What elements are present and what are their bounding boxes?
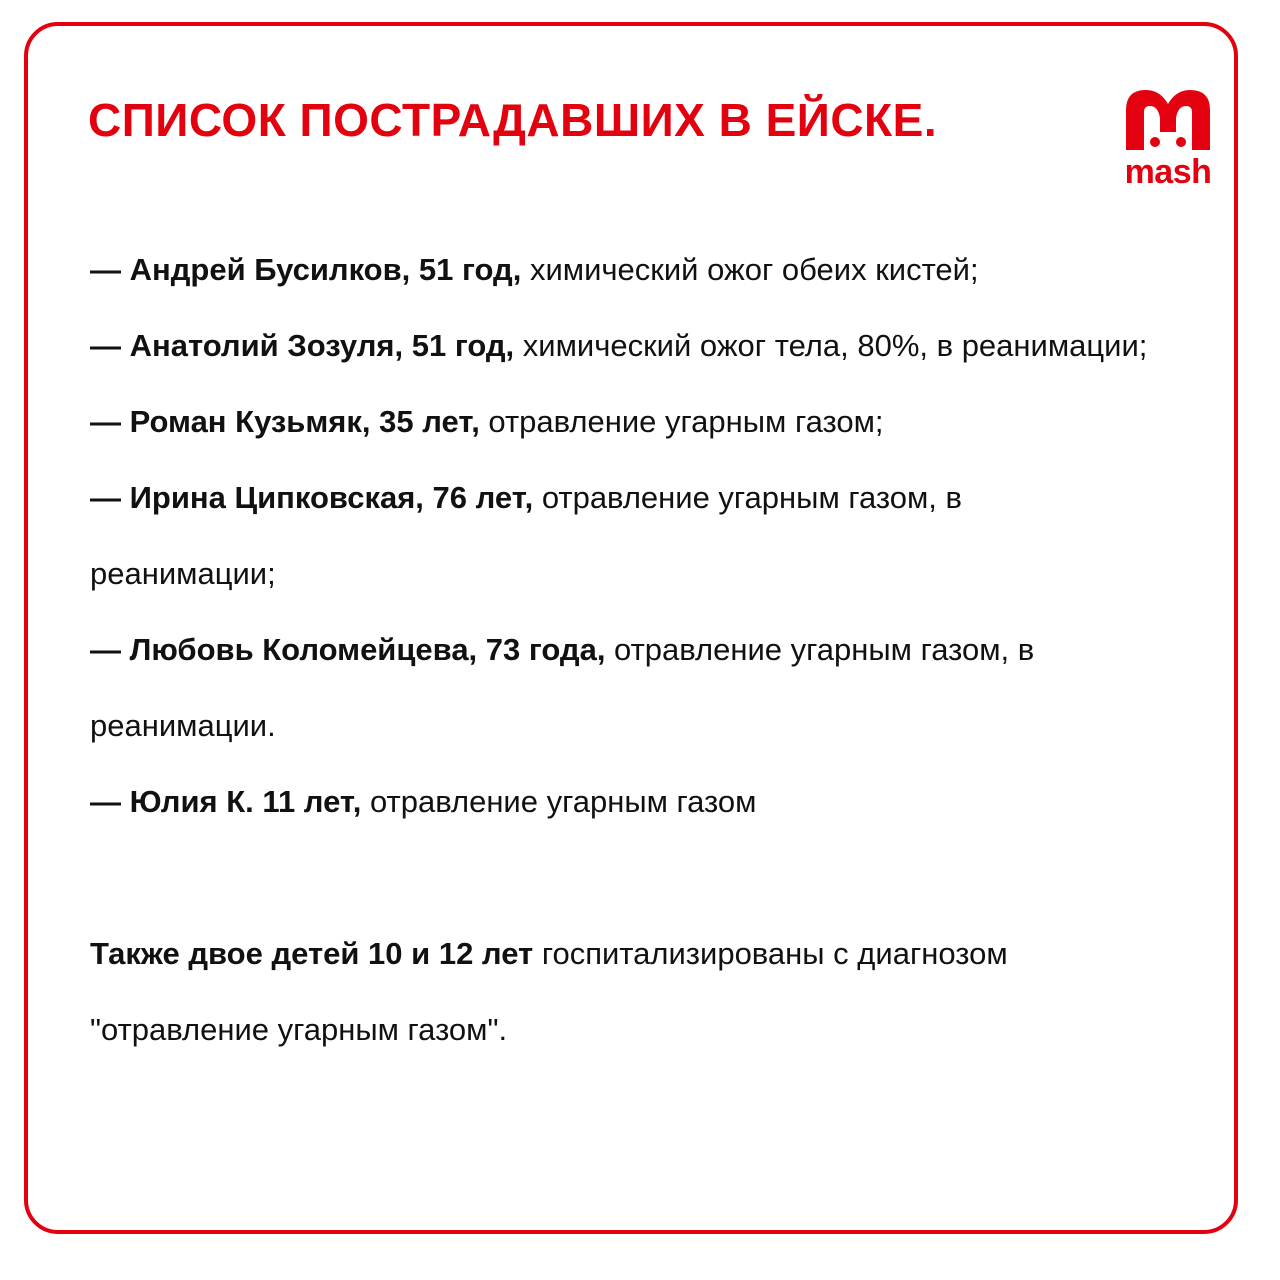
list-item	[90, 764, 1150, 840]
footer-bold: Также двое детей 10 и 12 лет	[90, 936, 534, 971]
victims-list	[90, 232, 1150, 1068]
victim-name: — Юлия К. 11 лет,	[90, 784, 362, 819]
victim-name: — Андрей Бусилков, 51 год,	[90, 252, 522, 287]
mash-m-icon	[1118, 84, 1218, 154]
victim-condition: отравление угарным газом;	[479, 404, 884, 439]
list-item	[90, 612, 1150, 764]
victim-condition: химический ожог тела, 80%, в реанимации;	[514, 328, 1148, 363]
logo-text: mash	[1124, 153, 1212, 191]
victim-condition: отравление угарным газом, в реанимации;	[90, 480, 962, 591]
mash-logo	[1118, 84, 1218, 194]
victim-name: — Любовь Коломейцева, 73 года,	[90, 632, 606, 667]
victim-condition: отравление угарным газом	[361, 784, 757, 819]
spacer	[90, 840, 1150, 916]
list-item	[90, 460, 1150, 612]
victim-name: — Роман Кузьмяк, 35 лет,	[90, 404, 480, 439]
list-item	[90, 384, 1150, 460]
list-item	[90, 232, 1150, 308]
footer-note	[90, 916, 1150, 1068]
victim-name: — Анатолий Зозуля, 51 год,	[90, 328, 515, 363]
victim-name: — Ирина Ципковская, 76 лет,	[90, 480, 534, 515]
list-item	[90, 308, 1150, 384]
footer-text: госпитализированы с диагнозом "отравление угарным газом".	[90, 936, 1008, 1047]
victim-condition: отравление угарным газом, в реанимации.	[90, 632, 1035, 743]
page-title: СПИСОК ПОСТРАДАВШИХ В ЕЙСКЕ.	[88, 94, 938, 146]
victim-condition: химический ожог обеих кистей;	[521, 252, 979, 287]
